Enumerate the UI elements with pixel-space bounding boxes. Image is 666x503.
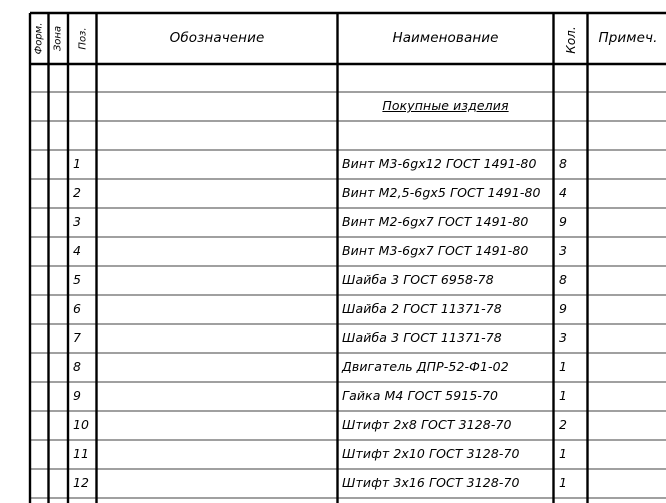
row-name: Винт М2,5-6gх5 ГОСТ 1491-80	[342, 185, 541, 200]
row-name: Шайба 3 ГОСТ 6958-78	[342, 272, 494, 287]
row-position: 12	[73, 475, 90, 490]
header-format: Форм.	[33, 22, 45, 55]
row-position: 3	[73, 214, 82, 229]
row-position: 5	[73, 272, 82, 287]
row-quantity: 3	[559, 243, 568, 258]
row-quantity: 8	[559, 156, 568, 171]
row-name: Гайка М4 ГОСТ 5915-70	[342, 388, 499, 403]
row-quantity: 8	[559, 272, 568, 287]
header-zone: Зона	[52, 25, 64, 52]
row-name: Штифт 3х16 ГОСТ 3128-70	[342, 475, 520, 490]
row-name: Винт М3-6gх7 ГОСТ 1491-80	[342, 243, 529, 258]
section-title: Покупные изделия	[382, 98, 509, 113]
row-quantity: 9	[559, 214, 568, 229]
row-position: 8	[73, 359, 82, 374]
row-quantity: 4	[559, 185, 568, 200]
row-name: Штифт 2х10 ГОСТ 3128-70	[342, 446, 520, 461]
header-designation: Обозначение	[169, 30, 265, 46]
row-name: Шайба 2 ГОСТ 11371-78	[342, 301, 502, 316]
row-name: Штифт 2х8 ГОСТ 3128-70	[342, 417, 512, 432]
row-quantity: 3	[559, 330, 568, 345]
header-note: Примеч.	[598, 30, 658, 46]
row-name: Винт М3-6gх12 ГОСТ 1491-80	[342, 156, 537, 171]
row-quantity: 9	[559, 301, 568, 316]
row-position: 7	[73, 330, 82, 345]
row-position: 9	[73, 388, 82, 403]
row-position: 1	[73, 156, 82, 171]
header-position: Поз.	[77, 27, 89, 50]
row-quantity: 1	[559, 446, 568, 461]
header-quantity: Кол.	[564, 26, 578, 54]
row-position: 4	[73, 243, 82, 258]
row-position: 11	[73, 446, 90, 461]
row-position: 2	[73, 185, 82, 200]
row-quantity: 2	[559, 417, 568, 432]
row-quantity: 1	[559, 475, 568, 490]
header-name: Наименование	[392, 30, 499, 46]
row-position: 10	[73, 417, 90, 432]
row-name: Шайба 3 ГОСТ 11371-78	[342, 330, 502, 345]
row-name: Двигатель ДПР-52-Ф1-02	[342, 359, 509, 374]
row-quantity: 1	[559, 388, 568, 403]
row-name: Винт М2-6gх7 ГОСТ 1491-80	[342, 214, 529, 229]
row-position: 6	[73, 301, 82, 316]
row-quantity: 1	[559, 359, 568, 374]
